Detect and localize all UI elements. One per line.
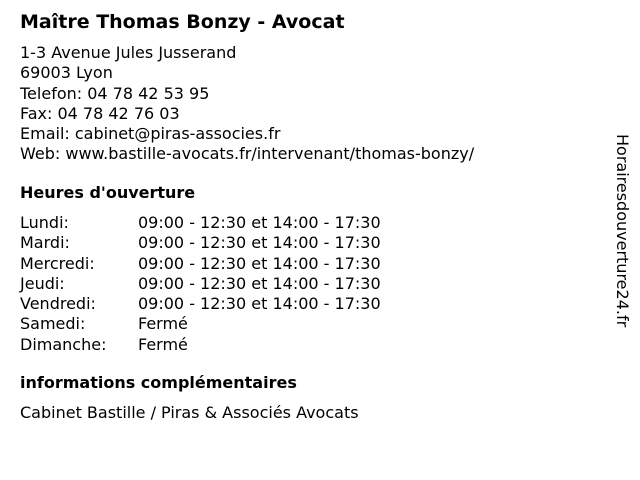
fax-line: Fax: 04 78 42 76 03 xyxy=(20,103,180,123)
day-label: Samedi: xyxy=(20,314,86,334)
page-title: Maître Thomas Bonzy - Avocat xyxy=(20,11,345,33)
hours-value: 09:00 - 12:30 et 14:00 - 17:30 xyxy=(138,253,381,273)
contact-block xyxy=(20,43,474,165)
opening-hours-heading: Heures d'ouverture xyxy=(20,183,196,202)
day-label: Dimanche: xyxy=(20,334,107,354)
day-label: Vendredi: xyxy=(20,294,96,314)
address-line-city: 69003 Lyon xyxy=(20,63,113,83)
hours-value: Fermé xyxy=(138,334,188,354)
watermark xyxy=(612,134,632,346)
email-line: Email: cabinet@piras-associes.fr xyxy=(20,124,281,144)
day-label: Jeudi: xyxy=(20,273,65,293)
address-line-street: 1-3 Avenue Jules Jusserand xyxy=(20,43,237,62)
hours-value: 09:00 - 12:30 et 14:00 - 17:30 xyxy=(138,294,381,314)
additional-info-text: Cabinet Bastille / Piras & Associés Avocats xyxy=(20,403,359,422)
hours-value: Fermé xyxy=(138,314,188,334)
additional-info-heading: informations complémentaires xyxy=(20,373,297,392)
watermark-text: Horairesdouverture24.fr xyxy=(613,134,632,328)
web-line: Web: www.bastille-avocats.fr/intervenant/thomas-bonzy/ xyxy=(20,144,475,164)
hours-value: 09:00 - 12:30 et 14:00 - 17:30 xyxy=(138,273,381,293)
day-label: Mardi: xyxy=(20,233,70,253)
phone-line: Telefon: 04 78 42 53 95 xyxy=(20,83,210,103)
day-label: Lundi: xyxy=(20,213,69,232)
hours-value: 09:00 - 12:30 et 14:00 - 17:30 xyxy=(138,213,381,232)
hours-value: 09:00 - 12:30 et 14:00 - 17:30 xyxy=(138,233,381,253)
day-label: Mercredi: xyxy=(20,253,95,273)
